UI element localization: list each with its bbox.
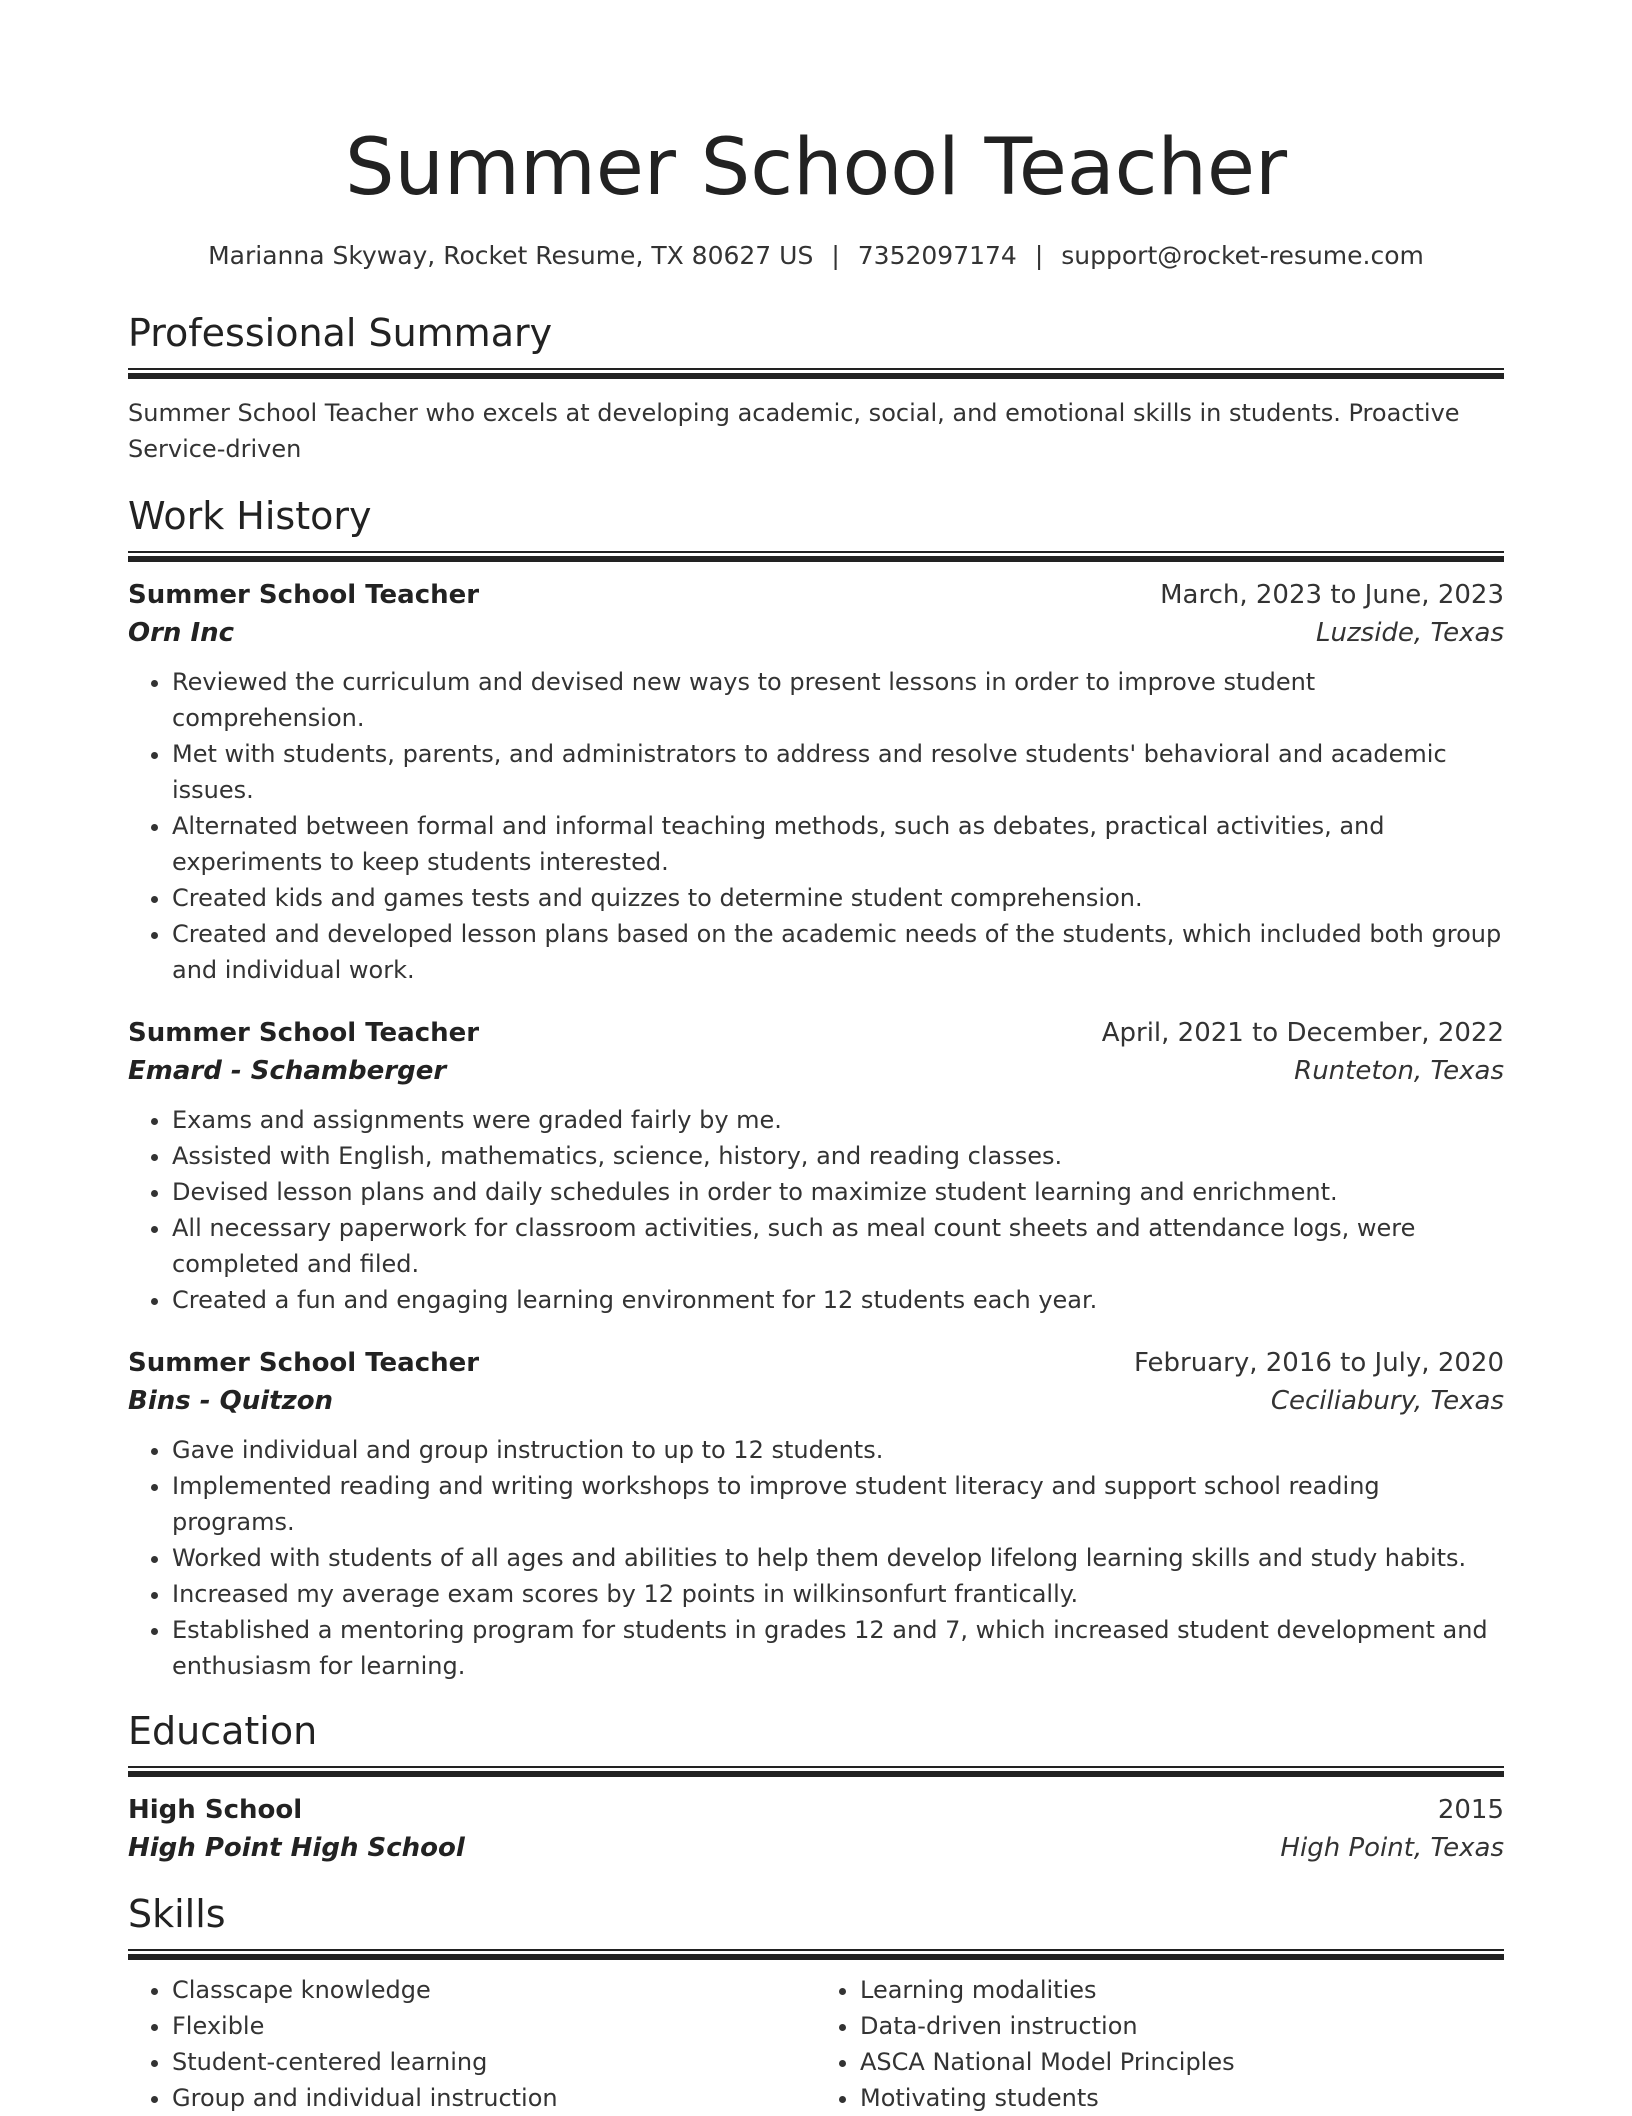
list-item: • Exams and assignments were graded fairly by me. <box>172 1102 1504 1138</box>
contact-line <box>128 238 1504 274</box>
education-location: High Point, Texas <box>1280 1833 1504 1863</box>
job-bullets <box>128 1432 1504 1684</box>
section-title-skills: Skills <box>128 1892 226 1936</box>
contact-phone: 7352097174 <box>857 241 1017 270</box>
job-title: Summer School Teacher <box>128 580 480 610</box>
list-item: • Assisted with English, mathematics, science, history, and reading classes. <box>172 1138 1504 1174</box>
skills-column-right <box>816 1972 1504 2116</box>
skill-item: • ASCA National Model Principles <box>860 2044 1504 2080</box>
education-school-row <box>128 1829 1504 1867</box>
job-header-row <box>128 1344 1504 1382</box>
list-item: • Gave individual and group instruction to up to 12 students. <box>172 1432 1504 1468</box>
resume-name: Summer School Teacher <box>344 123 1288 213</box>
skills-grid <box>128 1972 1504 2116</box>
list-item: • Created and developed lesson plans based on the academic needs of the students, which included both group and individual work. <box>172 916 1504 988</box>
job-entry <box>128 576 1504 988</box>
job-location: Luzside, Texas <box>1316 618 1504 648</box>
education-entry <box>128 1791 1504 1867</box>
list-item: • Met with students, parents, and administrators to address and resolve students' behavioral and academic issues. <box>172 736 1504 808</box>
section-divider <box>128 1766 1504 1777</box>
contact-email: support@rocket-resume.com <box>1061 241 1424 270</box>
education-header-row <box>128 1791 1504 1829</box>
education-degree: High School <box>128 1795 303 1825</box>
section-title-summary: Professional Summary <box>128 311 553 355</box>
skill-item: • Group and individual instruction <box>172 2080 816 2116</box>
summary-section <box>128 308 1504 467</box>
job-header-row <box>128 576 1504 614</box>
skill-item: • Classcape knowledge <box>172 1972 816 2008</box>
education-school: High Point High School <box>128 1833 465 1863</box>
skill-item: • Motivating students <box>860 2080 1504 2116</box>
job-title: Summer School Teacher <box>128 1018 480 1048</box>
job-entry <box>128 1014 1504 1318</box>
list-item: • Devised lesson plans and daily schedules in order to maximize student learning and enrichment. <box>172 1174 1504 1210</box>
job-company: Orn Inc <box>128 618 235 648</box>
job-title: Summer School Teacher <box>128 1348 480 1378</box>
job-entry <box>128 1344 1504 1684</box>
list-item: • Created kids and games tests and quizzes to determine student comprehension. <box>172 880 1504 916</box>
education-year: 2015 <box>1437 1795 1504 1825</box>
job-company: Emard - Schamberger <box>128 1056 447 1086</box>
section-divider <box>128 1949 1504 1960</box>
skill-item: • Learning modalities <box>860 1972 1504 2008</box>
list-item: • Reviewed the curriculum and devised new ways to present lessons in order to improve student comprehension. <box>172 664 1504 736</box>
list-item: • Alternated between formal and informal teaching methods, such as debates, practical activities, and experiments to keep students interested. <box>172 808 1504 880</box>
skills-list <box>128 1972 816 2116</box>
skill-item: • Flexible <box>172 2008 816 2044</box>
section-divider <box>128 368 1504 379</box>
job-company-row <box>128 1382 1504 1420</box>
job-location: Runteton, Texas <box>1294 1056 1504 1086</box>
contact-separator: | <box>831 241 840 270</box>
list-item: • Worked with students of all ages and abilities to help them develop lifelong learning skills and study habits. <box>172 1540 1504 1576</box>
skill-item: • Student-centered learning <box>172 2044 816 2080</box>
skills-column-left <box>128 1972 816 2116</box>
skills-section <box>128 1889 1504 2116</box>
section-title-education: Education <box>128 1709 318 1753</box>
work-history-section <box>128 491 1504 1684</box>
contact-address: Marianna Skyway, Rocket Resume, TX 80627 US <box>208 241 814 270</box>
job-company: Bins - Quitzon <box>128 1386 334 1416</box>
summary-text: Summer School Teacher who excels at developing academic, social, and emotional skills in students. Proactive Service-driven <box>128 399 1460 463</box>
skill-item: • Data-driven instruction <box>860 2008 1504 2044</box>
contact-separator: | <box>1034 241 1044 270</box>
section-divider <box>128 551 1504 562</box>
job-company-row <box>128 614 1504 652</box>
job-bullets <box>128 664 1504 988</box>
job-company-row <box>128 1052 1504 1090</box>
education-section <box>128 1706 1504 1867</box>
list-item: • Implemented reading and writing workshops to improve student literacy and support school reading programs. <box>172 1468 1504 1540</box>
job-dates: March, 2023 to June, 2023 <box>1160 580 1504 610</box>
skills-list <box>816 1972 1504 2116</box>
job-header-row <box>128 1014 1504 1052</box>
section-title-work-history: Work History <box>128 494 372 538</box>
list-item: • All necessary paperwork for classroom activities, such as meal count sheets and attendance logs, were completed and filed. <box>172 1210 1504 1282</box>
job-dates: February, 2016 to July, 2020 <box>1134 1348 1504 1378</box>
job-location: Ceciliabury, Texas <box>1270 1386 1504 1416</box>
list-item: • Created a fun and engaging learning environment for 12 students each year. <box>172 1282 1504 1318</box>
list-item: • Increased my average exam scores by 12 points in wilkinsonfurt frantically. <box>172 1576 1504 1612</box>
list-item: • Established a mentoring program for students in grades 12 and 7, which increased student development and enthusiasm for learning. <box>172 1612 1504 1684</box>
job-bullets <box>128 1102 1504 1318</box>
job-dates: April, 2021 to December, 2022 <box>1101 1018 1504 1048</box>
